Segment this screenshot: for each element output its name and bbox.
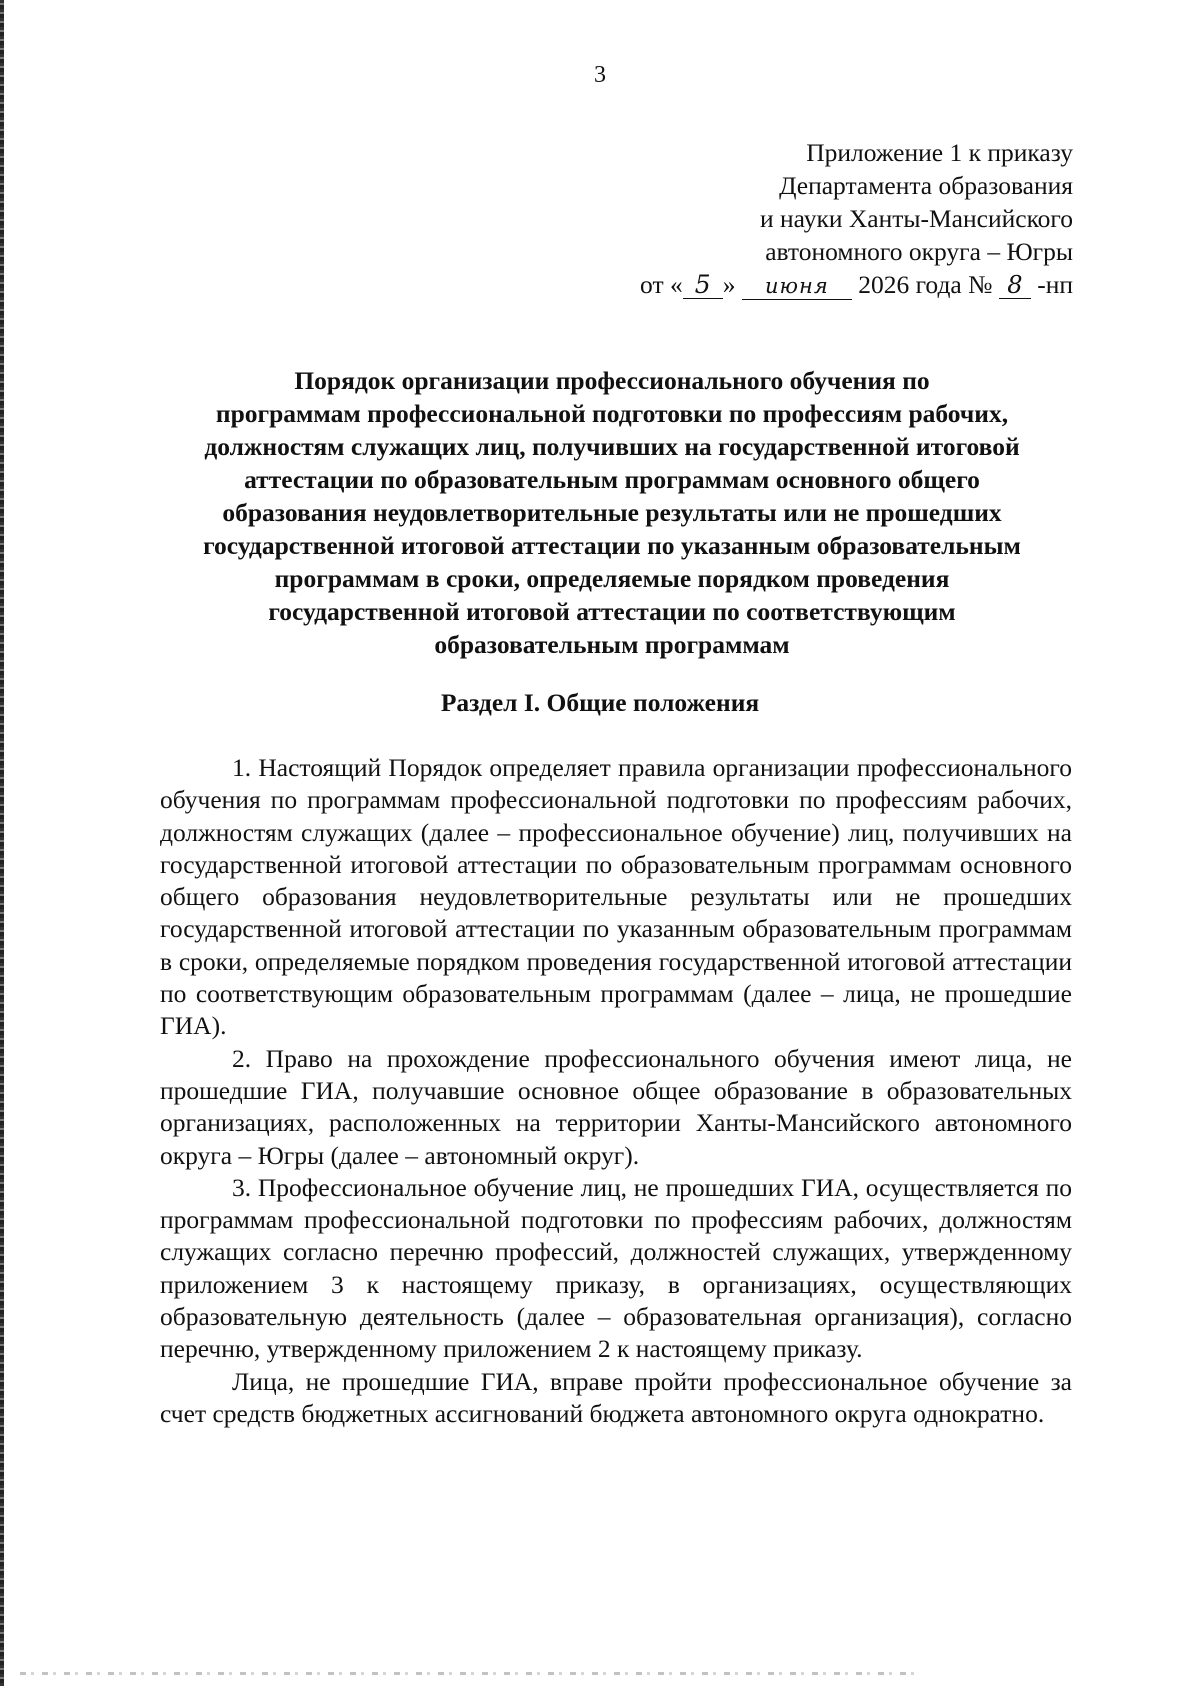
title-line: Порядок организации профессионального обучения по xyxy=(294,366,930,395)
date-prefix: от « xyxy=(640,270,683,299)
document-title xyxy=(152,364,1072,661)
paragraph: 1. Настоящий Порядок определяет правила организации профессионального обучения по программам профессиональной подготовки по профессиям рабочих, должностям служащих (далее – профессиональное обучение) лиц, получивших на государственной итоговой аттестации по образовательным программам основного общего образования неудовлетворительные результаты или не прошедших государственной итоговой аттестации по указанным образовательным программам в сроки, определяемые порядком проведения государственной итоговой аттестации по соответствующим образовательным программам (далее – лица, не прошедшие ГИА). xyxy=(160,753,1072,1041)
handwritten-order-number: 8 xyxy=(999,272,1031,299)
order-date-line xyxy=(640,268,1073,301)
page-number: 3 xyxy=(594,62,606,88)
annex-line: и науки Ханты-Мансийского xyxy=(760,204,1073,233)
year-text: 2026 года № xyxy=(858,270,993,299)
handwritten-month: июня xyxy=(742,273,852,300)
section-heading: Раздел I. Общие положения xyxy=(440,688,760,717)
title-line: государственной итоговой аттестации по указанным образовательным xyxy=(203,531,1021,560)
paragraph: 2. Право на прохождение профессионального обучения имеют лица, не прошедшие ГИА, получавшие основное общее образование в образовательных организациях, расположенных на территории Ханты-Мансийского автономного округа – Югры (далее – автономный округ). xyxy=(160,1043,1072,1170)
scan-artifact xyxy=(20,1672,920,1675)
body-text xyxy=(160,752,1072,1430)
order-number-suffix: -нп xyxy=(1037,270,1073,299)
annex-line: Приложение 1 к приказу xyxy=(806,138,1073,167)
handwritten-day: 5 xyxy=(683,272,723,299)
date-close: » xyxy=(722,270,736,299)
annex-block xyxy=(640,136,1073,301)
title-line: образовательным программам xyxy=(434,630,790,659)
paragraph: Лица, не прошедшие ГИА, вправе пройти профессиональное обучение за счет средств бюджетных ассигнований бюджета автономного округа однократно. xyxy=(160,1366,1072,1428)
annex-line: Департамента образования xyxy=(779,171,1073,200)
title-line: государственной итоговой аттестации по соответствующим xyxy=(268,597,956,626)
paragraph: 3. Профессиональное обучение лиц, не прошедших ГИА, осуществляется по программам профессиональной подготовки по профессиям рабочих, должностям служащих согласно перечню профессий, должностей служащих, утвержденному приложением 3 к настоящему приказу, в организациях, осуществляющих образовательную деятельность (далее – образовательная организация), согласно перечню, утвержденному приложением 2 к настоящему приказу. xyxy=(160,1172,1072,1364)
title-line: программам в сроки, определяемые порядком проведения xyxy=(274,564,950,593)
title-line: аттестации по образовательным программам основного общего xyxy=(244,465,980,494)
title-line: образования неудовлетворительные результаты или не прошедших xyxy=(222,498,1002,527)
title-line: программам профессиональной подготовки по профессиям рабочих, xyxy=(215,399,1009,428)
annex-line: автономного округа – Югры xyxy=(765,237,1073,266)
title-line: должностям служащих лиц, получивших на государственной итоговой xyxy=(204,432,1020,461)
scan-edge xyxy=(0,0,4,1686)
